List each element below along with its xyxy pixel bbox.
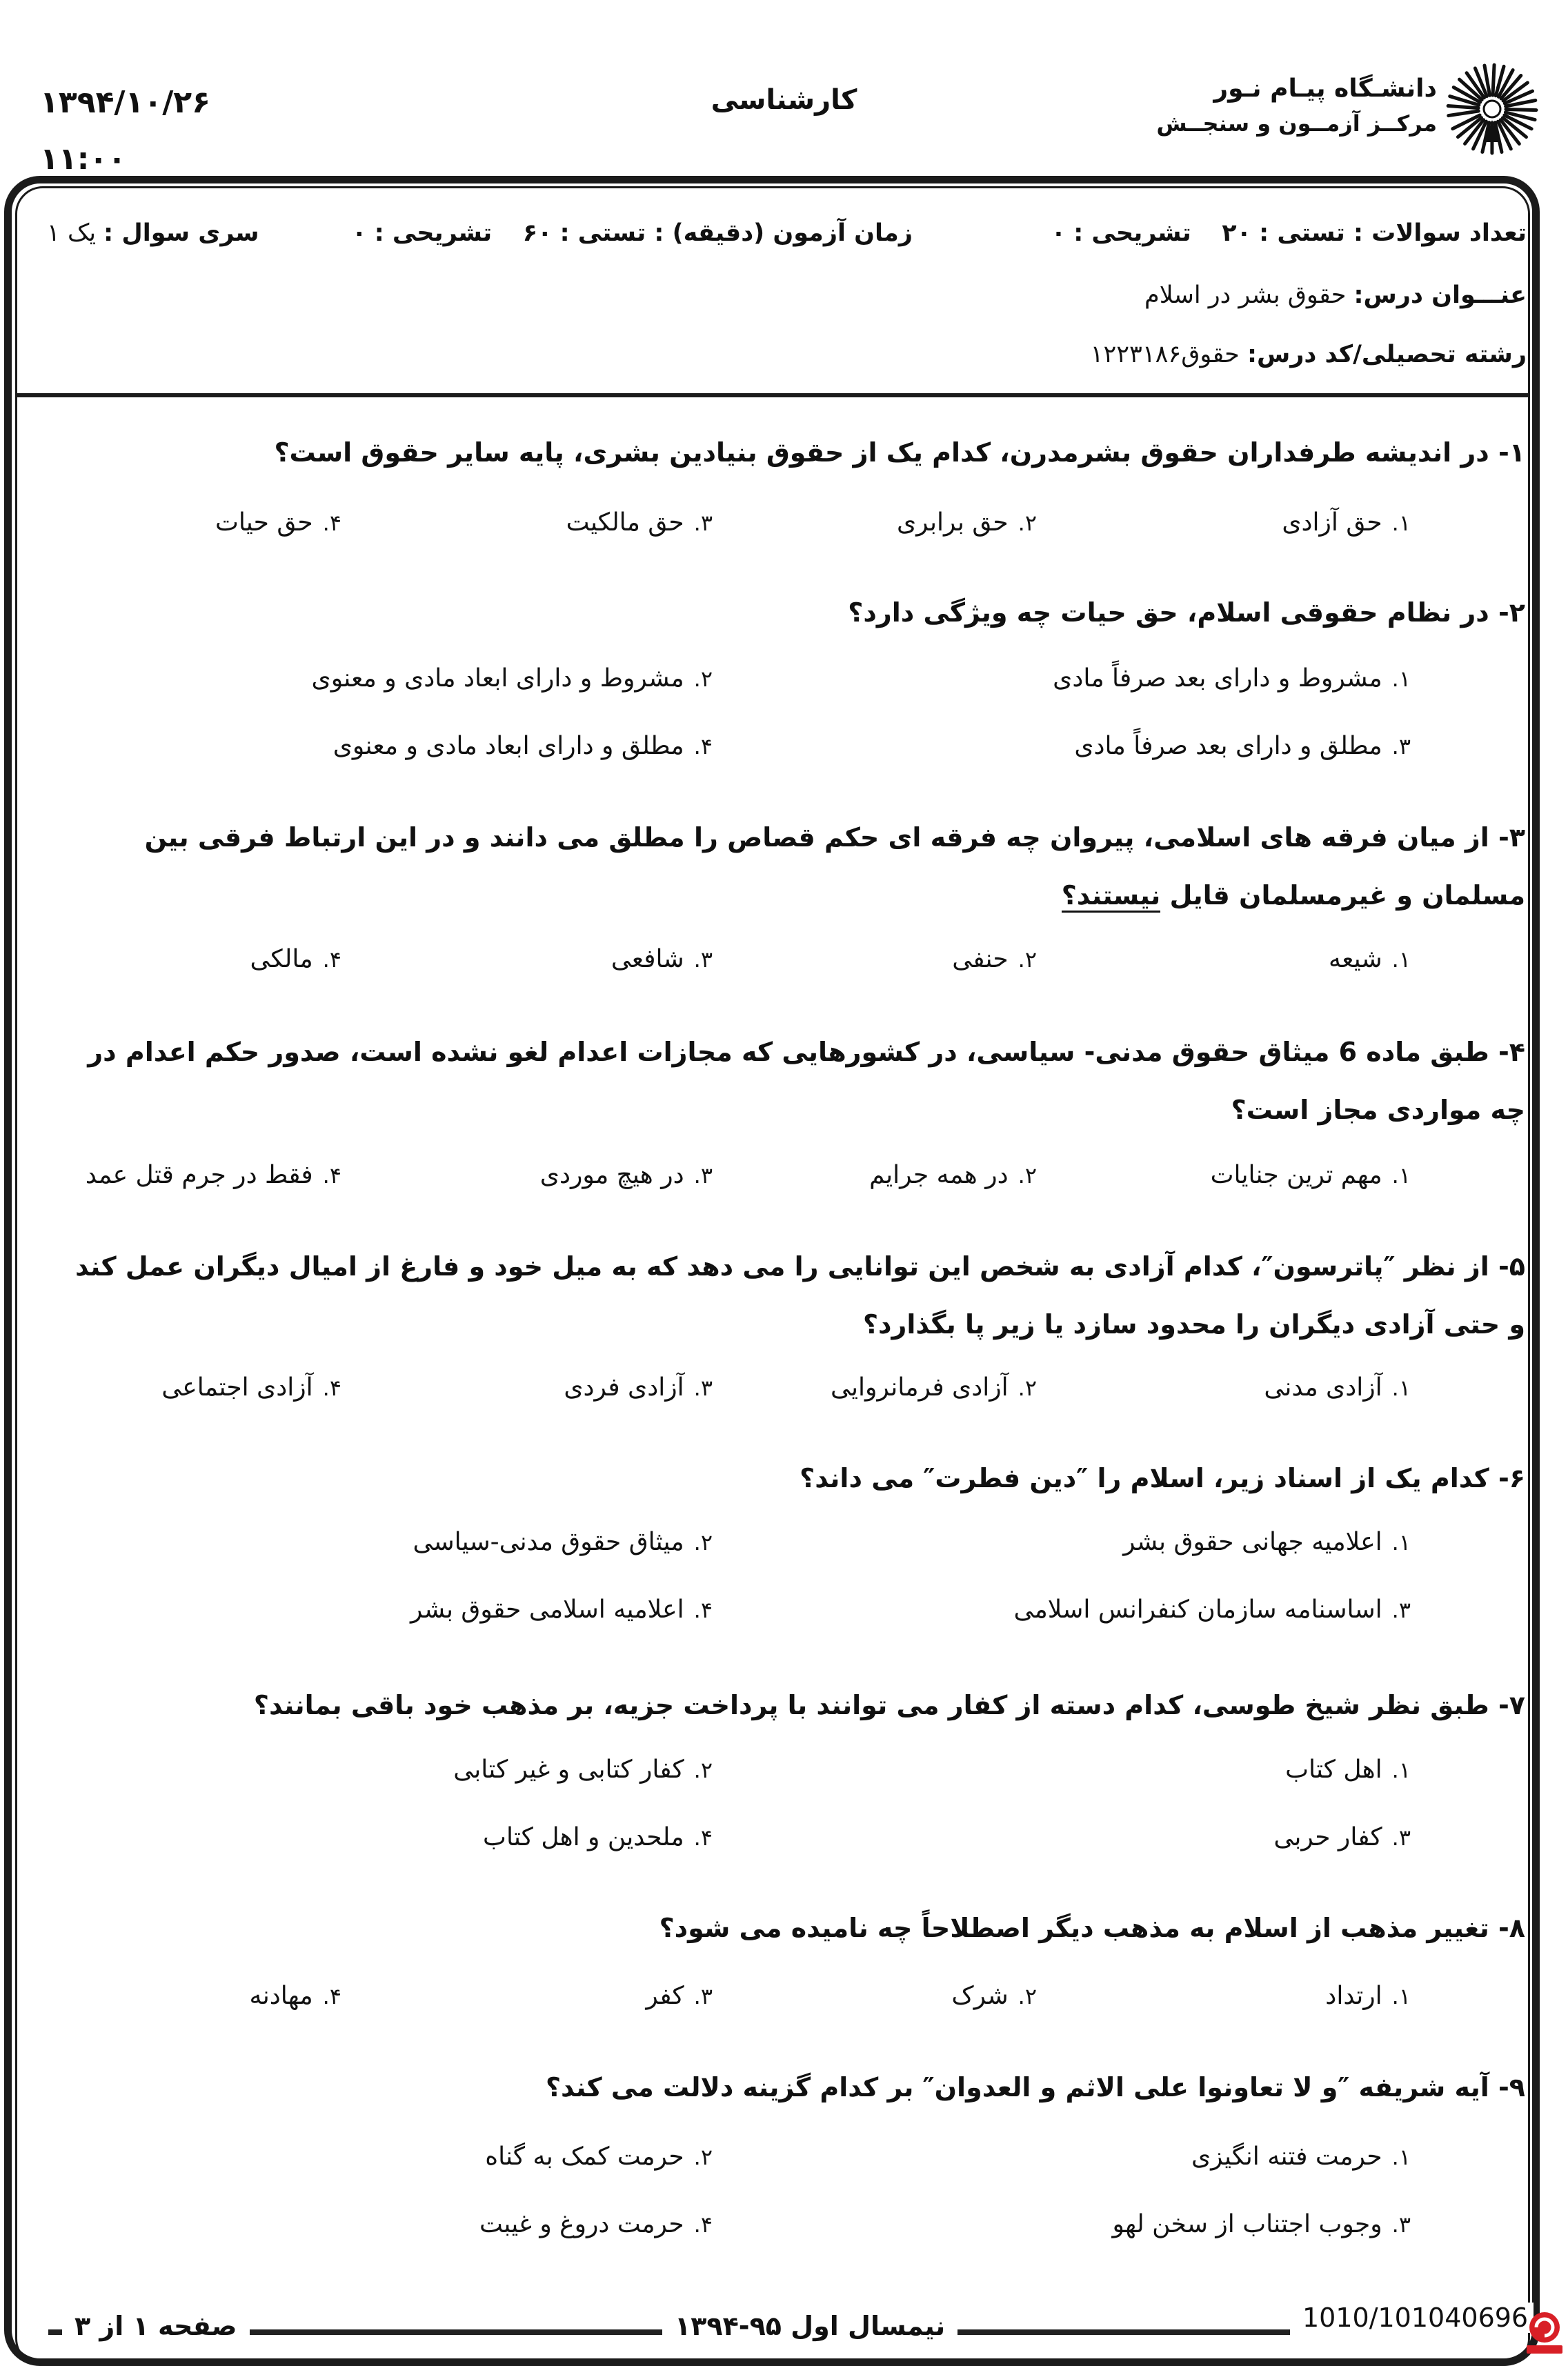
question-6 <box>52 1449 1525 1507</box>
exam-time: ۱۱:۰۰ <box>40 131 210 188</box>
option-3[interactable]: ۳.در هیچ موردی <box>540 1161 713 1189</box>
question-2 <box>52 584 1525 642</box>
question-text: در نظام حقوقی اسلام، حق حیات چه ویژگی دارد؟ <box>848 597 1489 628</box>
question-count-label: تعداد سوالات : تستی : <box>1259 219 1527 247</box>
question-number: ۷- <box>1498 1690 1525 1720</box>
option-3[interactable]: ۳.شافعی <box>611 945 713 973</box>
question-4 <box>52 1023 1525 1139</box>
page-number: صفحه ۱ از ۳ <box>62 2311 250 2341</box>
logo-ray <box>1493 65 1494 95</box>
option-1[interactable]: ۱.آزادی مدنی <box>1264 1373 1411 1402</box>
university-logo-area <box>1182 61 1540 164</box>
option-4[interactable]: ۴.اعلامیه اسلامی حقوق بشر <box>410 1595 713 1624</box>
question-count-test: ۲۰ <box>1222 219 1251 247</box>
option-3[interactable]: ۳.وجوب اجتناب از سخن لهو <box>1113 2210 1411 2238</box>
option-1[interactable]: ۱.حرمت فتنه انگیزی <box>1191 2143 1411 2171</box>
option-2[interactable]: ۲.حرمت کمک به گناه <box>485 2143 713 2171</box>
question-number: ۴- <box>1498 1037 1525 1067</box>
header-divider <box>17 393 1529 397</box>
option-1[interactable]: ۱.اعلامیه جهانی حقوق بشر <box>1123 1528 1411 1556</box>
field-label: رشته تحصیلی/کد درس: <box>1247 341 1527 368</box>
option-4[interactable]: ۴.حق حیات <box>215 508 341 537</box>
option-2[interactable]: ۲.کفار کتابی و غیر کتابی <box>453 1756 713 1784</box>
course-title: حقوق بشر در اسلام <box>1144 281 1346 309</box>
option-1[interactable]: ۱.شیعه <box>1329 945 1411 973</box>
series-info <box>47 219 259 247</box>
question-text-underlined: نیستند؟ <box>1062 880 1160 913</box>
exam-level: کارشناسی <box>0 84 1568 116</box>
option-3[interactable]: ۳.اساسنامه سازمان کنفرانس اسلامی <box>1013 1595 1411 1624</box>
option-3[interactable]: ۳.آزادی فردی <box>564 1373 713 1402</box>
option-4[interactable]: ۴.ملحدین و اهل کتاب <box>483 1823 713 1851</box>
university-name: دانشـگاه پیـام نـور <box>1213 74 1437 103</box>
question-count-desc-label: تشریحی : <box>1073 219 1191 247</box>
option-2[interactable]: ۲.شرک <box>951 1982 1037 2010</box>
question-number: ۸- <box>1498 1913 1525 1943</box>
question-3 <box>52 808 1525 924</box>
option-1[interactable]: ۱.مهم ترین جنایات <box>1211 1161 1411 1189</box>
option-3[interactable]: ۳.حق مالکیت <box>566 508 713 537</box>
exam-time-info <box>352 219 913 247</box>
watermark-icon <box>1522 2309 1567 2355</box>
question-text: از میان فرقه های اسلامی، پیروان چه فرقه ای حکم قصاص را مطلق می دانند و در این ارتباط فرقی بین مسلمان و غیرمسلمان قایل <box>145 822 1525 911</box>
option-2[interactable]: ۲.حنفی <box>952 945 1037 973</box>
question-number: ۲- <box>1498 597 1525 628</box>
question-8 <box>52 1899 1525 1957</box>
field-code-info <box>1091 341 1527 368</box>
time-label: زمان آزمون (دقیقه) : تستی : <box>560 219 913 247</box>
option-4[interactable]: ۴.فقط در جرم قتل عمد <box>86 1161 341 1189</box>
option-3[interactable]: ۳.کفر <box>646 1982 713 2010</box>
option-4[interactable]: ۴.مهادنه <box>249 1982 341 2010</box>
question-count-desc: ۰ <box>1051 219 1066 247</box>
option-2[interactable]: ۲.در همه جرایم <box>869 1161 1037 1189</box>
series-label: سری سوال : <box>103 219 259 247</box>
option-1[interactable]: ۱.مشروط و دارای بعد صرفاً مادی <box>1053 664 1411 693</box>
question-text: آیه شریفه ″و لا تعاونوا علی الاثم و العدوان″ بر کدام گزینه دلالت می کند؟ <box>546 2072 1489 2102</box>
option-2[interactable]: ۲.آزادی فرمانروایی <box>831 1373 1037 1402</box>
time-desc: ۰ <box>352 219 366 247</box>
option-2[interactable]: ۲.میثاق حقوق مدنی-سیاسی <box>413 1528 713 1556</box>
question-text: کدام یک از اسناد زیر، اسلام را ″دین فطرت″ می داند؟ <box>800 1463 1489 1493</box>
option-4[interactable]: ۴.آزادی اجتماعی <box>161 1373 341 1402</box>
question-count-info <box>1051 219 1527 247</box>
exam-date: ۱۳۹۴/۱۰/۲۶ <box>40 74 210 131</box>
question-number: ۳- <box>1498 822 1525 853</box>
option-4[interactable]: ۴.حرمت دروغ و غیبت <box>479 2210 713 2238</box>
question-1 <box>52 424 1525 481</box>
question-text: طبق نظر شیخ طوسی، کدام دسته از کفار می توانند با پرداخت جزیه، بر مذهب خود باقی بمانند؟ <box>254 1690 1489 1720</box>
question-text: در اندیشه طرفداران حقوق بشرمدرن، کدام یک از حقوق بنیادین بشری، پایه سایر حقوق است؟ <box>275 437 1489 468</box>
question-7 <box>52 1676 1525 1734</box>
option-1[interactable]: ۱.حق آزادی <box>1282 508 1411 537</box>
field-value: حقوق۱۲۲۳۱۸۶ <box>1091 341 1240 368</box>
sunburst-logo-icon <box>1444 61 1540 157</box>
question-5 <box>52 1237 1525 1353</box>
option-1[interactable]: ۱.اهل کتاب <box>1285 1756 1411 1784</box>
time-test: ۶۰ <box>523 219 553 247</box>
university-center: مرکــز آزمــون و سنجــش <box>1156 110 1437 137</box>
course-title-label: عنـــوان درس: <box>1354 281 1527 309</box>
question-9 <box>52 2058 1525 2116</box>
option-2[interactable]: ۲.حق برابری <box>897 508 1037 537</box>
exam-code: 1010/101040696 <box>1297 2303 1534 2333</box>
option-3[interactable]: ۳.مطلق و دارای بعد صرفاً مادی <box>1074 732 1411 760</box>
option-2[interactable]: ۲.مشروط و دارای ابعاد مادی و معنوی <box>312 664 713 693</box>
option-3[interactable]: ۳.کفار حربی <box>1273 1823 1411 1851</box>
question-number: ۹- <box>1498 2072 1525 2102</box>
question-number: ۶- <box>1498 1463 1525 1493</box>
question-text: طبق ماده 6 میثاق حقوق مدنی- سیاسی، در کشورهایی که مجازات اعدام لغو نشده است، صدور حکم اعدام در چه مواردی مجاز است؟ <box>88 1037 1525 1125</box>
series-value: یک ۱ <box>47 219 96 247</box>
question-text: تغییر مذهب از اسلام به مذهب دیگر اصطلاحاً چه نامیده می شود؟ <box>659 1913 1489 1943</box>
option-4[interactable]: ۴.مالکی <box>250 945 341 973</box>
question-number: ۵- <box>1498 1251 1525 1282</box>
question-number: ۱- <box>1498 437 1525 468</box>
logo-ray <box>1506 109 1536 110</box>
question-text: از نظر ″پاترسون″، کدام آزادی به شخص این توانایی را می دهد که به میل خود و فارغ از امیال دیگران عمل کند و حتی آزادی دیگران را محدود سازد یا زیر پا بگذارد؟ <box>75 1251 1525 1340</box>
course-title-info <box>1144 281 1527 309</box>
option-4[interactable]: ۴.مطلق و دارای ابعاد مادی و معنوی <box>333 732 713 760</box>
semester-label: نیمسال اول ۹۵-۱۳۹۴ <box>662 2311 957 2341</box>
option-1[interactable]: ۱.ارتداد <box>1325 1982 1411 2010</box>
time-desc-label: تشریحی : <box>375 219 493 247</box>
logo-ray <box>1448 106 1478 108</box>
logo-ray <box>1449 111 1479 116</box>
